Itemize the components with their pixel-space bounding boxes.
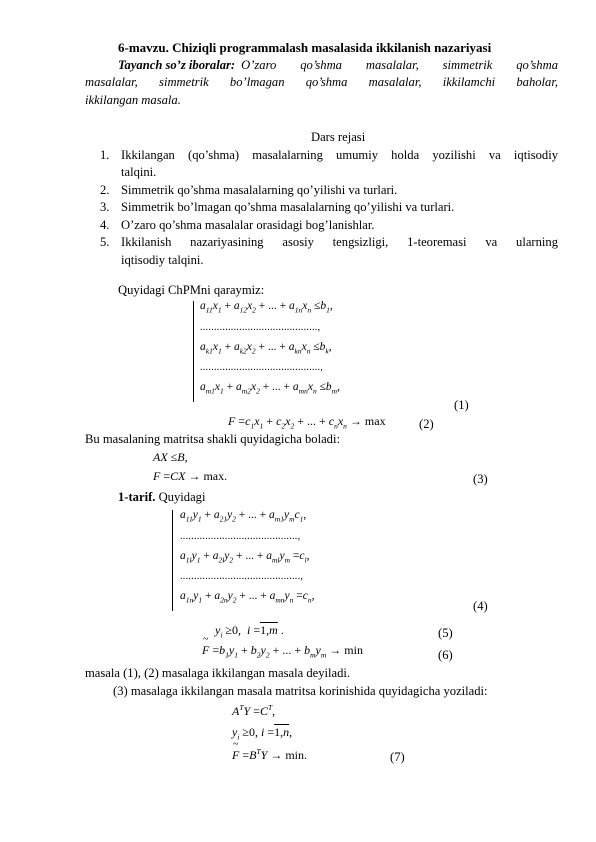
objective-2: $F =c_1x_1 + c_2x_2$ + ... + $c_nx_n \to \max$ <box>228 414 386 431</box>
plan-item-5-line1: Ikkilanish nazariyasining asosiy tengsizligi, 1-teoremasi va ularning <box>121 235 558 249</box>
plan-item-num-4: 4. <box>100 218 110 232</box>
system-4-row-1: $a_{11}y_1 + a_{21}y_2$ + ... + $a_{m1}y_mc_1$, <box>180 509 307 524</box>
system-1-dots-2: ..........................................., <box>200 362 324 373</box>
system-4-row-n: $a_{1n}y_1 + a_{2n}y_2$ + ... + $a_{mn}y_n =c_n$, <box>180 590 315 605</box>
plan-item-num-1: 1. <box>100 148 110 162</box>
eq-label-5: (5) <box>438 626 453 640</box>
plan-heading: Dars rejasi <box>311 130 366 144</box>
eq-label-7: (7) <box>390 750 405 764</box>
plan-item-5-line2: iqtisodiy talqini. <box>121 253 204 267</box>
nonneg-5: $y_i \ge 0$, $i =1,\overline{m}$ . <box>215 623 284 640</box>
definition-label: 1-tarif. <box>118 490 156 504</box>
matrix-constraint-3: AX ≤B, <box>153 450 188 464</box>
after-definition-text: masala (1), (2) masalaga ikkilangan masala deyiladi. <box>85 666 351 680</box>
matrix-form-text: (3) masalaga ikkilangan masala matritsa korinishida quyidagicha yoziladi: <box>113 684 488 698</box>
plan-item-3: Simmetrik bo’lmagan qo’shma masalalarning qo’yilishi va turlari. <box>121 200 455 214</box>
keywords-line1 <box>118 58 558 73</box>
system-1-dots-1: .........................................., <box>200 322 321 333</box>
system-4-brace <box>172 510 173 611</box>
plan-item-1-line1: Ikkilangan (qo’shma) masalalarning umumiy holda yozilishi va iqtisodiy <box>121 148 558 162</box>
intro-text: Quyidagi ChPMni qaraymiz: <box>118 283 265 297</box>
system-1-brace <box>193 301 194 402</box>
system-4-row-l: $a_{1l}y_1 + a_{2l}y_2$ + ... + $a_{ml}y_m =c_l$, <box>180 550 310 565</box>
eq-label-6: (6) <box>438 648 453 662</box>
keywords-label: Tayanch so’z iboralar: <box>118 58 236 72</box>
system-1-row-1: $a_{11}x_1 + a_{12}x_2$ + ... + $a_{1n}x_n \le b_1$, <box>200 300 333 315</box>
plan-item-4: O’zaro qo’shma masalalar orasidagi bog’lanishlar. <box>121 218 375 232</box>
eq-label-1: (1) <box>454 398 469 412</box>
plan-item-num-3: 3. <box>100 200 110 214</box>
eq-label-3: (3) <box>473 472 488 486</box>
plan-item-2: Simmetrik qo’shma masalalarning qo’yilishi va turlari. <box>121 183 398 197</box>
eq-label-4: (4) <box>473 599 488 613</box>
objective-6: ~ $F =b_1y_1 + b_2y_2$ + ... + $b_my_m \to \min$ <box>202 643 363 659</box>
nonneg-7: $y_i \ge 0$, $i =1,\overline{n}$, <box>232 725 293 742</box>
plan-item-num-2: 2. <box>100 183 110 197</box>
plan-item-num-5: 5. <box>100 235 110 249</box>
system-4-dots-1: .........................................., <box>180 531 301 542</box>
page-title: 6-mavzu. Chiziqli programmalash masalasida ikkilanish nazariyasi <box>118 40 492 55</box>
definition-text: Quyidagi <box>158 490 206 504</box>
system-4-dots-2: ..........................................., <box>180 571 304 582</box>
matrix-constraint-7: $A^TY =C^T$, <box>232 703 276 718</box>
matrix-objective-7: ~ $F =B^TY \to \min$. <box>232 747 307 763</box>
eq-label-2: (2) <box>419 417 434 431</box>
system-1-row-m: $a_{m1}x_1 + a_{m2}x_2$ + ... + $a_{mn}x_n \le b_m$, <box>200 381 340 396</box>
matrix-intro-text: Bu masalaning matritsa shakli quyidagicha boladi: <box>85 432 340 446</box>
definition <box>118 490 205 505</box>
keywords-text-2: masalalar, simmetrik bo’lmagan qo’shma masalalar, ikkilamchi baholar, <box>85 75 558 89</box>
keywords-text-1: O’zaro qo’shma masalalar, simmetrik qo’shma <box>241 58 558 72</box>
matrix-objective-3: F =CX → max. <box>153 469 228 483</box>
system-1-row-k: $a_{k1}x_1 + a_{k2}x_2$ + ... + $a_{kn}x_n \le b_k$, <box>200 341 332 356</box>
keywords-text-3: ikkilangan masala. <box>85 93 181 107</box>
plan-item-1-line2: talqini. <box>121 165 157 179</box>
